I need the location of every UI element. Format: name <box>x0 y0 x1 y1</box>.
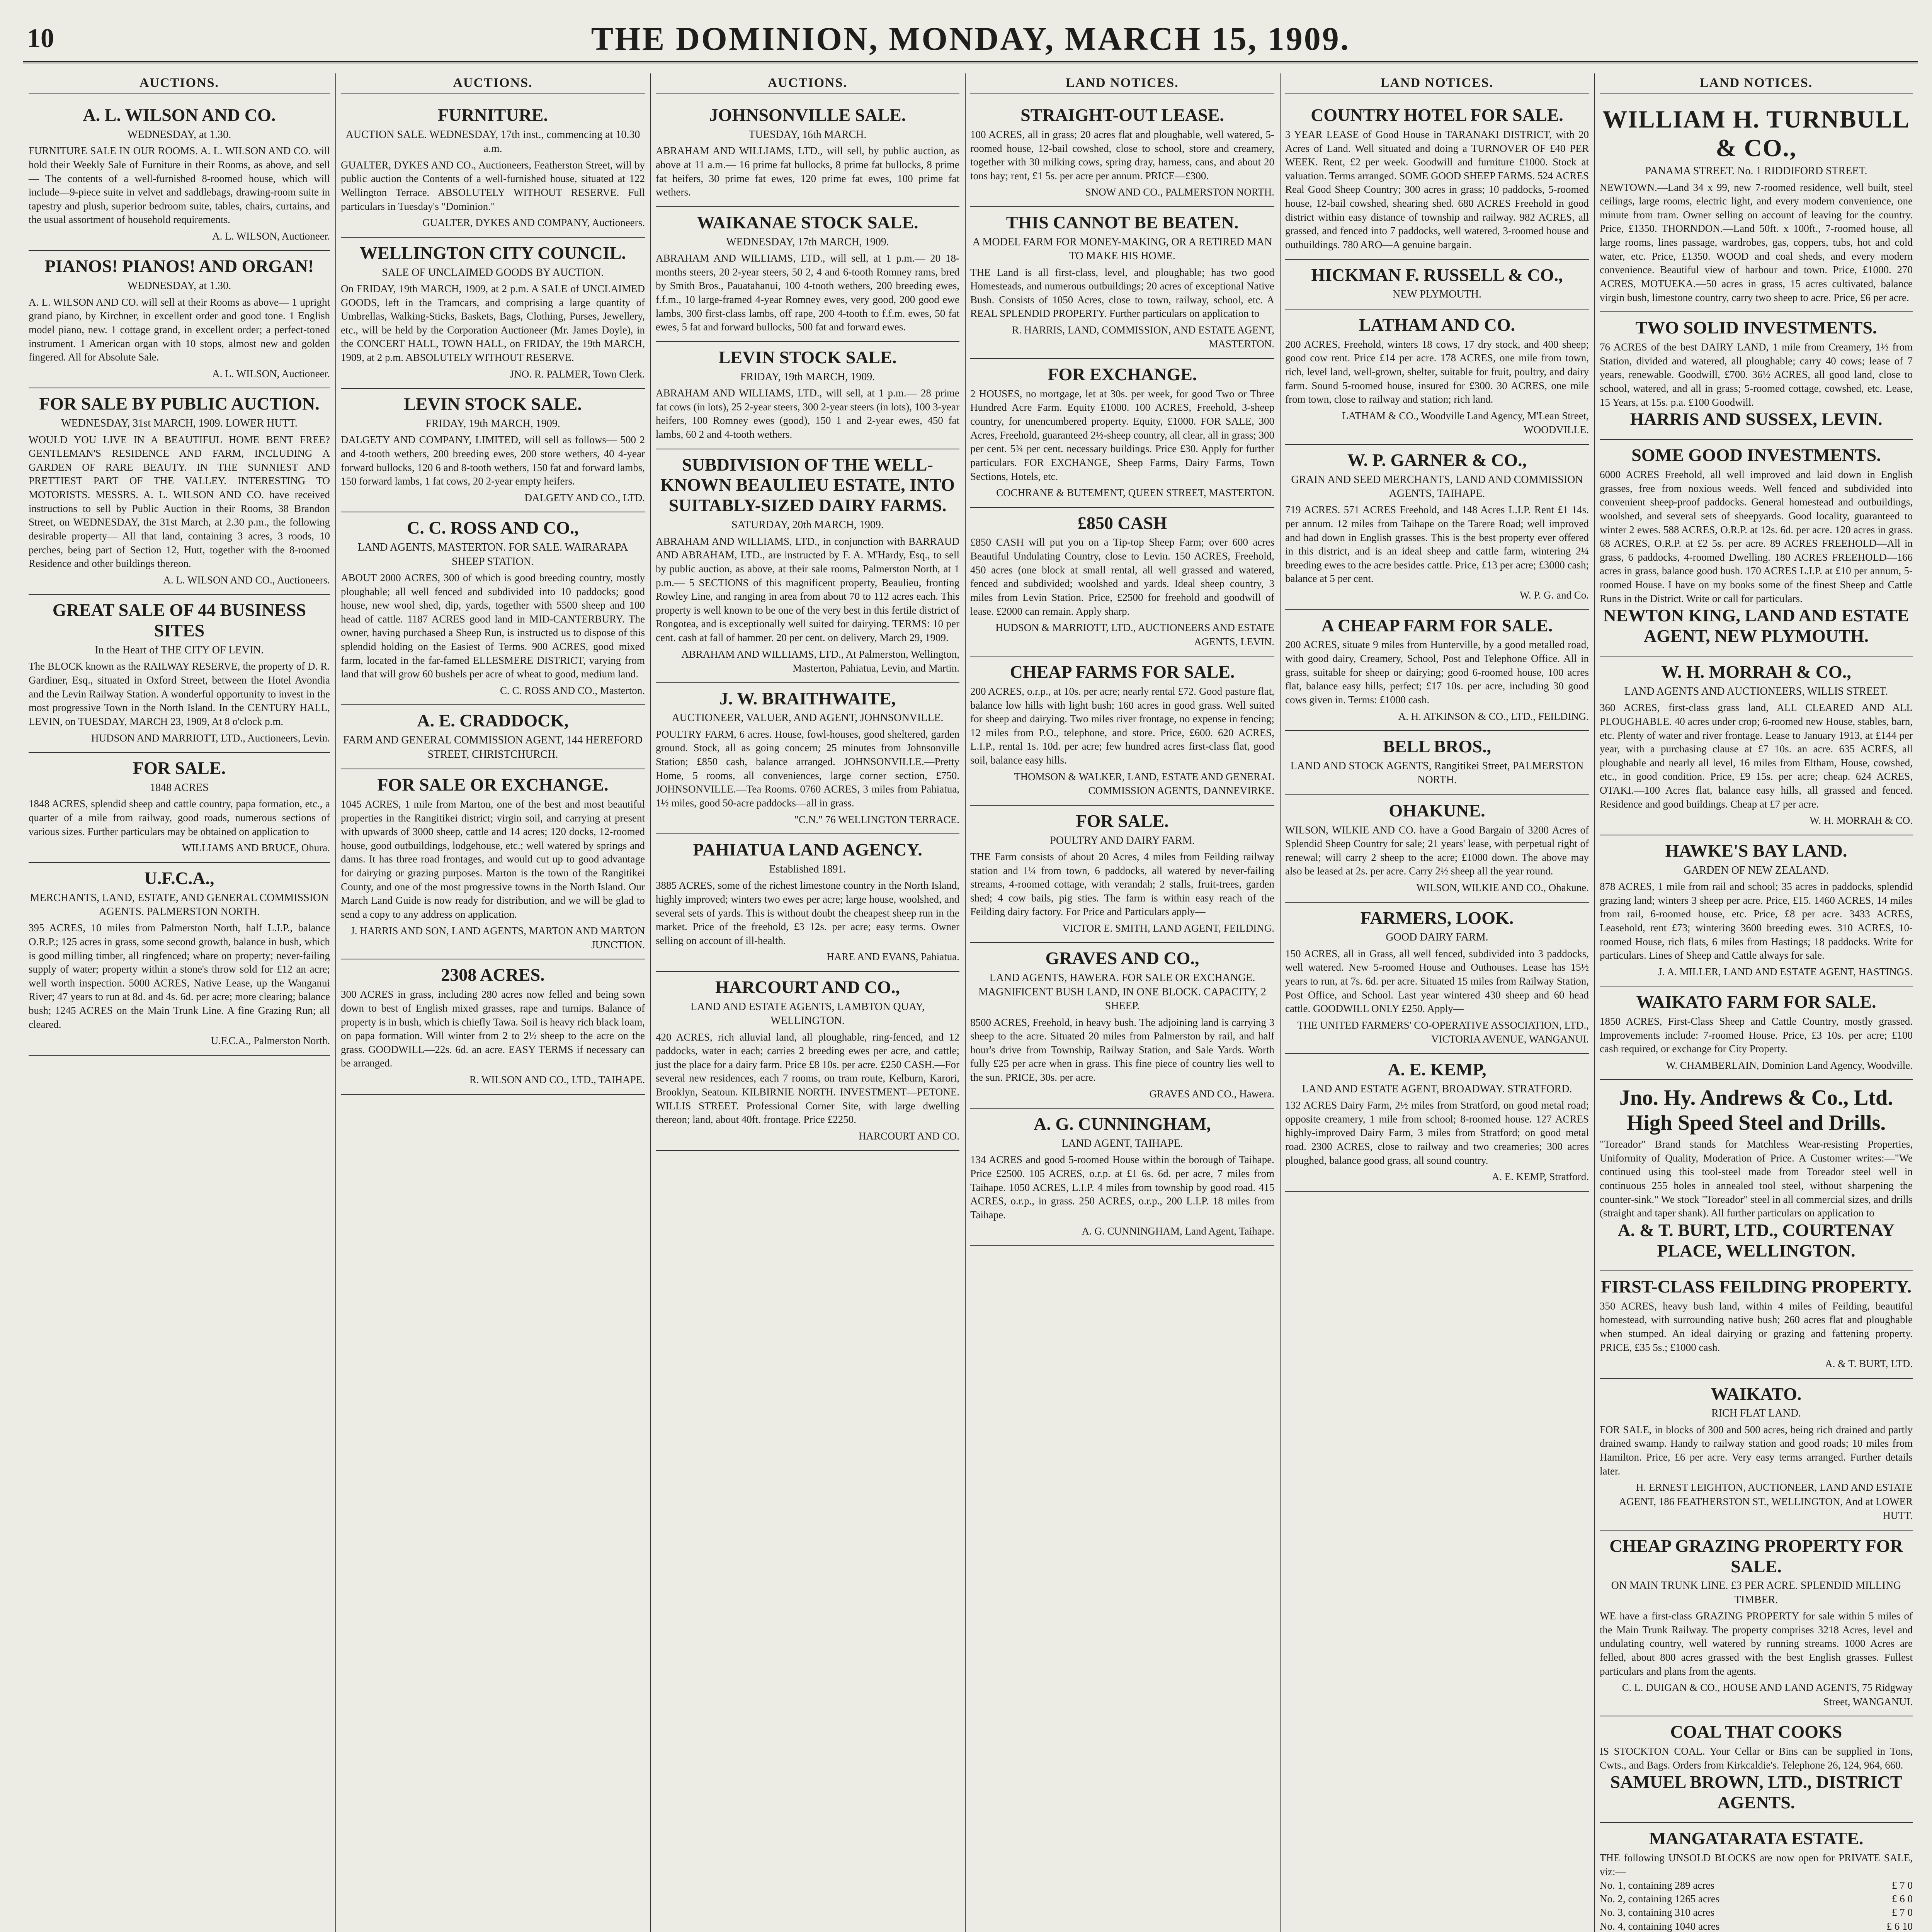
ad-steel <box>1600 1080 1913 1271</box>
ad-title: WELLINGTON CITY COUNCIL. <box>360 243 626 263</box>
ad-signature: R. WILSON AND CO., LTD., TAIHAPE. <box>469 1074 645 1086</box>
ad-signature: H. ERNEST LEIGHTON, AUCTIONEER, LAND AND ESTATE AGENT, 186 FEATHERSTON ST., WELLINGTON, And at LOWER HUTT. <box>1619 1481 1913 1522</box>
ad-signature: A. H. ATKINSON & CO., LTD., FEILDING. <box>1398 710 1589 722</box>
ad-subtitle: A MODEL FARM FOR MONEY-MAKING, OR A RETIRED MAN TO MAKE HIS HOME. <box>972 236 1272 262</box>
ad-title: OHAKUNE. <box>1389 800 1485 820</box>
ad-block <box>341 238 645 389</box>
ad-block <box>29 595 330 753</box>
ad-signature: JNO. R. PALMER, Town Clerk. <box>510 368 645 380</box>
ad-block <box>970 207 1274 359</box>
ad-subtitle: AUCTION SALE. WEDNESDAY, 17th inst., commencing at 10.30 a.m. <box>345 128 640 155</box>
ad-block <box>341 389 645 512</box>
ad-block <box>970 359 1274 508</box>
ad-block <box>970 508 1274 657</box>
ad-signature: C. C. ROSS AND CO., Masterton. <box>500 684 645 696</box>
ad-body: IS STOCKTON COAL. Your Cellar or Bins can be supplied in Tons, Cwts., and Bags. Orders from Kirkcaldie's. Telephone 26, 124, 964, 660. <box>1600 1745 1913 1771</box>
ad-coal-that-cooks <box>1600 1716 1913 1823</box>
ad-subtitle: GRAIN AND SEED MERCHANTS, LAND AND COMMISSION AGENTS, TAIHAPE. <box>1291 473 1583 500</box>
ad-signature: J. A. MILLER, LAND AND ESTATE AGENT, HASTINGS. <box>1658 966 1913 978</box>
ad-subtitle: WEDNESDAY, 31st MARCH, 1909. LOWER HUTT. <box>61 417 298 430</box>
block-name: No. 1, containing 289 acres <box>1600 1879 1714 1891</box>
ad-signature: SAMUEL BROWN, LTD., DISTRICT AGENTS. <box>1610 1772 1902 1813</box>
block-price: £ 6 10 <box>1886 1920 1913 1932</box>
ad-body: 132 ACRES Dairy Farm, 2½ miles from Stratford, on good metal road; opposite creamery, 1 mile from school; 8-roomed house. 127 ACRES highly-improved Dairy Farm, 3 miles from Stratford; on good metal road. 2300 ACRES, close to railway and two creameries; 300 acres ploughed, balance good grass, all sound country. <box>1285 1099 1589 1166</box>
ad-some-good <box>1600 440 1913 656</box>
ad-title: BELL BROS., <box>1383 736 1491 756</box>
block-name: No. 4, containing 1040 acres <box>1600 1920 1720 1932</box>
ad-signature: "C.N." 76 WELLINGTON TERRACE. <box>794 813 959 825</box>
ad-title: W. P. GARNER & CO., <box>1347 450 1527 470</box>
ad-title: WAIKANAE STOCK SALE. <box>697 212 918 232</box>
ad-title: LATHAM AND CO. <box>1359 315 1515 335</box>
ad-title: FOR SALE OR EXCHANGE. <box>377 775 609 795</box>
ad-block <box>656 834 959 972</box>
ad-body: 100 ACRES, all in grass; 20 acres flat and ploughable, well watered, 5-roomed house, 12-bail cowshed, close to school, store and creamery, together with 30 milking cows, spring dray, harness, cans, and about 20 tons hay; rent, £1 5s. per acre per annum. PRICE—£300. <box>970 128 1274 182</box>
block-price: £ 7 0 <box>1892 1906 1913 1918</box>
ad-signature: A. L. WILSON, Auctioneer. <box>212 367 330 379</box>
ad-signature: HARE AND EVANS, Pahiatua. <box>827 951 959 963</box>
ad-body: 200 ACRES, situate 9 miles from Hunterville, by a good metalled road, with good dairy, Creamery, School, Post and Telephone Office. All in grass, suitable for sheep or dairying; good 6-roomed house, 100 acres flat, balance easy hills, perfect; £17 10s. per acre, including 30 good cows given in. Terms: £1000 cash. <box>1285 639 1589 706</box>
ad-signature: HARCOURT AND CO. <box>858 1130 959 1142</box>
ad-list <box>970 100 1274 1246</box>
ad-title: WAIKATO. <box>1711 1384 1802 1404</box>
ad-title: GRAVES AND CO., <box>1045 948 1199 968</box>
ad-body: 6000 ACRES Freehold, all well improved and laid down in English grasses, free from noxious weeds. Well fenced and subdivided into convenient sheep-proof paddocks. General homestead and outbuildings, woolshed, and several sets of sheepyards. Good locality, guaranteed to winter 2 ewes. 588 ACRES, O.R.P. at 12s. 6d. per acre. 120 acres in grass. 68 ACRES, O.R.P. at £2 5s. per acre. 89 ACRES FREEHOLD—All in grass, 6 paddocks, 4-roomed Dwelling. 180 ACRES FREEHOLD—166 acres in grass, balance good bush. 170 ACRES L.I.P. at £10 per annum, 5-roomed House. I have on my books some of the finest Sheep and Cattle Runs in the District. Write or call for particulars. <box>1600 469 1913 604</box>
ad-body: 8500 ACRES, Freehold, in heavy bush. The adjoining land is carrying 3 sheep to the acre. Situated 20 miles from Palmerston by rail, and half hour's drive from Township, Railway Station, and Sale Yards. Worth fully £25 per acre when in grass. This fine piece of country lies well to the sun. PRICE, 30s. per acre. <box>970 1016 1274 1083</box>
ad-title: A. G. CUNNINGHAM, <box>1034 1114 1211 1134</box>
ad-block <box>1285 795 1589 903</box>
column-6 <box>1594 73 1918 1932</box>
ad-body: 719 ACRES. 571 ACRES Freehold, and 148 Acres L.I.P. Rent £1 14s. per annum. 12 miles from Taihape on the Tarere Road; well improved and had down in English grasses. This is the best property ever offered in this district, and is an ideal sheep and cattle farm, wintering 2¼ breeding ewes to the acre besides cattle. Price, £13 per acre; £3000 cash; balance at 5 per cent. <box>1285 504 1589 585</box>
ad-title: FARMERS, LOOK. <box>1360 908 1514 928</box>
ad-block <box>970 656 1274 806</box>
column-head: LAND NOTICES. <box>1285 73 1589 94</box>
ad-title: LEVIN STOCK SALE. <box>718 347 897 367</box>
ad-subtitle: LAND AGENTS, HAWERA. FOR SALE OR EXCHANGE. MAGNIFICENT BUSH LAND, IN ONE BLOCK. CAPACITY, 2 SHEEP. <box>978 972 1266 1012</box>
ad-body: ABRAHAM AND WILLIAMS, LTD., will sell, at 1 p.m.— 20 18-months steers, 20 2-year steers, 50 2, 4 and 6-tooth Romney rams, bred by Smith Bros., Pauatahanui, 100 4-tooth wethers, 200 breeding ewes, f.f.m., 10 large-framed 4-year Romney ewes, very good, 200 good ewe lambs, 300 first-class lambs, off rape, 200 4-tooth to f.f.m. ewes, 50 fat ewes, 5 fat and forward bullocks, 500 fat and forward ewes. <box>656 252 959 333</box>
ad-title: A. E. CRADDOCK, <box>417 711 569 731</box>
ad-block <box>656 972 959 1151</box>
ad-body: FURNITURE SALE IN OUR ROOMS. A. L. WILSON AND CO. will hold their Weekly Sale of Furniture in their Rooms, as above, and sell— The contents of a well-furnished 8-roomed house, which will include—9-piece suite in velvet and saddlebags, drawing-room suite in tapestry and plush, superior bedroom suite, tables, chairs, curtains, and the usual assortment of household requirements. <box>29 145 330 226</box>
ad-signature: GUALTER, DYKES AND COMPANY, Auctioneers. <box>422 217 645 229</box>
ad-cheap-grazing <box>1600 1531 1913 1717</box>
ad-list <box>341 100 645 1095</box>
column-head: AUCTIONS. <box>656 73 959 94</box>
ad-body: 300 ACRES in grass, including 280 acres now felled and being sown down to best of English mixed grasses, rape and turnips. Balance of property is in bush, which is chiefly Tawa. Soil is heavy rich black loam, on papa formation. Will winter from 2 to 2½ sheep to the acre on the grass. GOODWILL—22s. 6d. an acre. EASY TERMS if necessary can be arranged. <box>341 988 645 1069</box>
ad-title: J. W. BRAITHWAITE, <box>719 688 896 708</box>
ad-body: GUALTER, DYKES AND CO., Auctioneers, Featherston Street, will by public auction the Contents of a well-furnished house, situated at 122 Wellington Terrace. ABSOLUTELY WITHOUT RESERVE. Full particulars in Tuesday's "Dominion." <box>341 159 645 212</box>
ad-title: U.F.C.A., <box>144 868 214 888</box>
ad-subtitle: SATURDAY, 20th MARCH, 1909. <box>731 519 884 531</box>
ad-signature: A. L. WILSON AND CO., Auctioneers. <box>163 574 330 586</box>
ad-body: 1850 ACRES, First-Class Sheep and Cattle Country, mostly grassed. Improvements include: 7-roomed House. Price, £3 10s. per acre; £100 cash required, or exchange for City Property. <box>1600 1015 1913 1055</box>
ad-title: PAHIATUA LAND AGENCY. <box>693 840 922 859</box>
ad-body: NEWTOWN.—Land 34 x 99, new 7-roomed residence, well built, steel ceilings, large rooms, electric light, and every modern convenience, one minute from tram. Owner selling on account of leaving for the country. Price, £1350. THORNDON.—Land 50ft. x 100ft., 7-roomed house, all large rooms, lines passage, wardrobes, gas, coppers, tubs, hot and cold water, etc. Price, £1350. WOOD and coal sheds, and every modern convenience. Beautiful view of harbour and town. Price, £1000. 270 ACRES, MOTUEKA.—50 acres in grass, 15 acres cultivated, balance virgin bush, limestone country, carry two sheep to acre. Price, £6 per acre. <box>1600 181 1913 303</box>
ad-signature: THE UNITED FARMERS' CO-OPERATIVE ASSOCIATION, LTD., VICTORIA AVENUE, WANGANUI. <box>1297 1019 1589 1045</box>
ad-subtitle: LAND AGENT, TAIHAPE. <box>1061 1137 1183 1150</box>
ad-subtitle: LAND AND ESTATE AGENT, BROADWAY. STRATFORD. <box>1302 1083 1572 1095</box>
ad-block <box>341 705 645 769</box>
newspaper-page <box>23 15 1918 1932</box>
ad-signature: A. L. WILSON, Auctioneer. <box>212 230 330 242</box>
ad-subtitle: LAND AGENTS AND AUCTIONEERS, WILLIS STREET. <box>1624 685 1888 697</box>
ad-block <box>1285 903 1589 1054</box>
ad-body: WE have a first-class GRAZING PROPERTY for sale within 5 miles of the Main Trunk Railway. The property comprises 3218 Acres, level and undulating country, well watered by running streams. 1000 Acres are felled, about 800 acres grassed with the best English grasses. Fullest particulars and plans from the agents. <box>1600 1610 1913 1677</box>
ad-subtitle: FRIDAY, 19th MARCH, 1909. <box>740 371 875 383</box>
ad-signature: A. G. CUNNINGHAM, Land Agent, Taihape. <box>1082 1225 1274 1237</box>
ad-subtitle: GARDEN OF NEW ZEALAND. <box>1684 864 1829 876</box>
ad-signature: COCHRANE & BUTEMENT, QUEEN STREET, MASTERTON. <box>996 487 1274 499</box>
ad-body: ABRAHAM AND WILLIAMS, LTD., in conjunction with BARRAUD AND ABRAHAM, LTD., are instructed by F. A. M'Hardy, Esq., to sell by public auction, as above, at their sale rooms, Palmerston North, at 1 p.m.— 5 SECTIONS of this magnificent property, Beaulieu, fronting Rowley Line, and ranging in area from about 70 to 112 acres each. This property is well known to be one of the very best in this fertile district of Rongotea, and is exceptionally well suited for dairying. TERMS: 10 per cent. cash at fall of hammer. 20 per cent. on delivery, March 29, 1909. <box>656 535 959 644</box>
ad-subtitle: 1848 ACRES <box>150 781 209 794</box>
column-3 <box>650 73 965 1932</box>
ad-block <box>1285 1054 1589 1192</box>
ad-title: GREAT SALE OF 44 BUSINESS SITES <box>52 600 306 641</box>
ad-title: HAWKE'S BAY LAND. <box>1665 840 1847 861</box>
ad-hawkes-bay <box>1600 835 1913 986</box>
column-head: LAND NOTICES. <box>970 73 1274 94</box>
ad-subtitle: GOOD DAIRY FARM. <box>1386 931 1488 944</box>
ad-title: SOME GOOD INVESTMENTS. <box>1631 445 1881 465</box>
ad-block <box>1285 310 1589 445</box>
ad-block <box>341 959 645 1094</box>
ad-subtitle: LAND AGENTS, MASTERTON. FOR SALE. WAIRARAPA SHEEP STATION. <box>357 541 628 568</box>
ad-signature: LATHAM & CO., Woodville Land Agency, M'Lean Street, WOODVILLE. <box>1342 410 1589 436</box>
ad-block <box>1285 100 1589 260</box>
ad-subtitle: POULTRY AND DAIRY FARM. <box>1050 834 1195 847</box>
ad-block <box>970 943 1274 1109</box>
column-head: AUCTIONS. <box>341 73 645 94</box>
ad-block <box>970 100 1274 207</box>
ad-list <box>1285 100 1589 1192</box>
ad-signature: A. & T. BURT, LTD., COURTENAY PLACE, WELLINGTON. <box>1617 1220 1895 1260</box>
ad-title: JOHNSONVILLE SALE. <box>709 105 906 125</box>
ad-body: 420 ACRES, rich alluvial land, all ploughable, ring-fenced, and 12 paddocks, water in each; carries 2 breeding ewes per acre, and cattle; just the place for a dairy farm. Price £8 10s. per acre. £250 CASH.—For several new residences, each 7 rooms, on tram route, Kelburn, Karori, Brooklyn, Seatoun. KILBIRNIE NORTH. INVESTMENT—PETONE. WILLIS STREET. Professional Corner Site, with large dwelling thereon; land, about 40ft. frontage. Price £2250. <box>656 1031 959 1126</box>
ad-title: WAIKATO FARM FOR SALE. <box>1636 992 1876 1012</box>
ad-title: SUBDIVISION OF THE WELL-KNOWN BEAULIEU ESTATE, INTO SUITABLY-SIZED DAIRY FARMS. <box>660 454 955 515</box>
column-5 <box>1280 73 1594 1932</box>
ad-body: ABRAHAM AND WILLIAMS, LTD., will sell, at 1 p.m.— 28 prime fat cows (in lots), 25 2-year steers, 300 2-year steers (in lots), 100 3-year heifers, 100 Romney ewes (good), 150 1 and 2-year ewes, 450 fat lambs, 60 2 and 4-tooth wethers. <box>656 387 959 440</box>
ad-signature: WILSON, WILKIE AND CO., Ohakune. <box>1416 882 1589 894</box>
ad-body: A. L. WILSON AND CO. will sell at their Rooms as above— 1 upright grand piano, by Kirchner, in excellent order and good tone. 1 English model piano, new. 1 cottage grand, in excellent order; a perfect-toned instrument. 1 American organ with 10 stops, almost new and golden fingered. All for Absolute Sale. <box>29 296 330 363</box>
steel-product: High Speed Steel and Drills. <box>1626 1111 1886 1135</box>
ad-body: On FRIDAY, 19th MARCH, 1909, at 2 p.m. A SALE of UNCLAIMED GOODS, left in the Tramcars, and comprising a large quantity of Umbrellas, Walking-Sticks, Baskets, Bags, Clothing, Purses, Jewellery, etc., will be held by the Corporation Auctioneer (Mr. James Doyle), in the CONCERT HALL, TOWN HALL, on FRIDAY, the 19th MARCH, 1909, at 2 p.m. ABSOLUTELY WITHOUT RESERVE. <box>341 282 645 364</box>
ad-title: STRAIGHT-OUT LEASE. <box>1020 105 1224 125</box>
ad-body: The BLOCK known as the RAILWAY RESERVE, the property of D. R. Gardiner, Esq., situated in Oxford Street, between the Hotel Avondia and the Levin Railway Station. A wonderful opportunity to invest in the most progressive Town in the North Island. In the CENTURY HALL, LEVIN, on TUESDAY, MARCH 23, 1909, At 8 o'clock p.m. <box>29 660 330 727</box>
ad-signature: A. & T. BURT, LTD. <box>1825 1358 1913 1370</box>
ad-title: FIRST-CLASS FEILDING PROPERTY. <box>1600 1276 1912 1296</box>
block-price: £ 7 0 <box>1892 1879 1913 1891</box>
ad-subtitle: Established 1891. <box>769 863 846 875</box>
ad-signature: ABRAHAM AND WILLIAMS, LTD., At Palmerston, Wellington, Masterton, Pahiatua, Levin, and Martin. <box>681 648 959 674</box>
ad-title: C. C. ROSS AND CO., <box>407 518 579 538</box>
ad-body: 360 ACRES, first-class grass land, ALL CLEARED AND ALL PLOUGHABLE. 40 acres under crop; 6-roomed new House, stables, barn, etc. Plenty of water and river frontage. Lease to January 1913, at £144 per year, with a purchasing clause at £7 10s. an acre. 635 ACRES, all ploughable and nearly all level, 16 miles from Eltham, House, cowshed, etc., in good condition. Price, £9 15s. per acre; cheap. 624 ACRES, OTAKI.—100 Acres flat, balance easy hills, all grassed and fenced. Residence and good buildings. Cheap at £7 per acre. <box>1600 702 1913 810</box>
block-list <box>1600 1879 1913 1932</box>
ad-two-solid <box>1600 312 1913 440</box>
ad-subtitle: ON MAIN TRUNK LINE. £3 PER ACRE. SPLENDID MILLING TIMBER. <box>1611 1580 1901 1606</box>
ad-title: MANGATARATA ESTATE. <box>1649 1828 1864 1849</box>
ad-body: POULTRY FARM, 6 acres. House, fowl-houses, good sheltered, garden ground. Stock, all as going concern; 25 minutes from Johnsonville Station; £850 cash, balance arranged. JOHNSONVILLE.—Pretty Home, 5 rooms, all conveniences, large corner section, £750. JOHNSONVILLE.—Tea Rooms. 0760 ACRES, 3 miles from Pahiatua, 1½ miles, good 50-acre paddocks—all in grass. <box>656 728 959 809</box>
ad-block <box>656 449 959 683</box>
ad-title: THIS CANNOT BE BEATEN. <box>1006 212 1239 232</box>
ad-title: CHEAP GRAZING PROPERTY FOR SALE. <box>1609 1536 1903 1576</box>
steel-company: Jno. Hy. Andrews & Co., Ltd. <box>1619 1086 1893 1110</box>
ad-signature: SNOW AND CO., PALMERSTON NORTH. <box>1085 186 1274 198</box>
ad-title: HICKMAN F. RUSSELL & CO., <box>1311 265 1563 285</box>
ad-signature: VICTOR E. SMITH, LAND AGENT, FEILDING. <box>1062 922 1274 934</box>
ad-list <box>29 100 330 1056</box>
ad-title: A. E. KEMP, <box>1388 1059 1486 1079</box>
ad-body: 350 ACRES, heavy bush land, within 4 miles of Feilding, beautiful homestead, with surrounding native bush; 260 acres flat and ploughable when stumped. An ideal dairying or grazing and fattening property. PRICE, £35 5s.; £1000 cash. <box>1600 1300 1913 1353</box>
ad-signature: R. HARRIS, LAND, COMMISSION, AND ESTATE AGENT, MASTERTON. <box>1012 324 1274 350</box>
ad-block <box>29 863 330 1056</box>
ad-signature: HUDSON AND MARRIOTT, LTD., Auctioneers, Levin. <box>91 732 330 744</box>
ad-title: FOR SALE BY PUBLIC AUCTION. <box>39 394 320 414</box>
ad-subtitle: In the Heart of THE CITY OF LEVIN. <box>95 644 264 656</box>
ad-subtitle: FRIDAY, 19th MARCH, 1909. <box>425 417 560 430</box>
block-row <box>1600 1892 1913 1906</box>
ad-title: COUNTRY HOTEL FOR SALE. <box>1311 105 1563 125</box>
ad-waikato-farm <box>1600 986 1913 1080</box>
ad-body: 878 ACRES, 1 mile from rail and school; 35 acres in paddocks, splendid grazing land; winters 3 sheep per acre. Price, £15. 1460 ACRES, 14 miles from rail, 6-roomed house, etc. Price, £8 per acre. 3433 ACRES, Leasehold, rent £73; wintering 3600 breeding ewes. 310 ACRES, 10-roomed House, rich flats, 6 miles from Hastings; 18 paddocks. Write for particulars. Lines of Sheep and Cattle always for sale. <box>1600 881 1913 961</box>
ad-body: THE Farm consists of about 20 Acres, 4 miles from Feilding railway station and 1¼ from town, 6 paddocks, all watered by never-failing streams, 4-roomed cottage, with verandah; 2 stalls, fruit-trees, garden shed; 4 cow bails, pig sties. The farm is within easy reach of the Feilding dairy factory. For Price and Particulars apply— <box>970 850 1274 918</box>
ad-title: LEVIN STOCK SALE. <box>404 394 582 414</box>
ad-body: 395 ACRES, 10 miles from Palmerston North, half L.I.P., balance O.R.P.; 125 acres in grass, some second growth, balance in bush, which is good milling timber, all ringfenced; whare on property; never-failing supply of water; property within a stone's throw sold for £12 an acre; well worth inspection. 5000 ACRES, Native Lease, up the Wanganui River; 47 years to run at 8d. and 4s. 6d. per acre; more clearing; balance bush; 1245 ACRES on the Main Trunk Line. A fine Grazing Run; all cleared. <box>29 922 330 1030</box>
ad-body: 200 ACRES, o.r.p., at 10s. per acre; nearly rental £72. Good pasture flat, balance low hills with light bush; 160 acres in good grass. Well suited for sheep and dairying. Two miles river frontage, no expense in fencing; 12 miles from P.O., telephone, and store. Price, £600. 620 ACRES, L.I.P., rental 1s. 10d. per acre; few hundred acres first-class flat, good soil, balance easy hills. <box>970 685 1274 766</box>
ad-signature: W. P. G. and Co. <box>1519 589 1589 601</box>
ad-block <box>29 251 330 388</box>
ad-signature: DALGETY AND CO., LTD. <box>524 492 645 503</box>
ad-title: FOR EXCHANGE. <box>1048 364 1197 384</box>
ad-block <box>29 388 330 595</box>
ad-body: WOULD YOU LIVE IN A BEAUTIFUL HOME BENT FREE? GENTLEMAN'S RESIDENCE AND FARM, INCLUDING A GARDEN OF RARE BEAUTY. IN THE SUNNIEST AND PRETTIEST PART OF THE VALLEY. INTERESTING TO MOTORISTS. MESSRS. A. L. WILSON AND CO. have received instructions to sell by Public Auction in their Rooms, 38 Brandon Street, on WEDNESDAY, the 31st March, at 2.30 p.m., the following desirable property— All that land, containing 3 acres, 3 roods, 10 perches, being part of Section 12, Hutt, together with the 8-roomed Residence and other buildings thereon. <box>29 434 330 570</box>
column-4 <box>965 73 1280 1932</box>
ad-subtitle: TUESDAY, 16th MARCH. <box>748 128 867 141</box>
ad-title: W. H. MORRAH & CO., <box>1661 662 1851 682</box>
ad-title: CHEAP FARMS FOR SALE. <box>1010 662 1235 682</box>
ad-subtitle: LAND AND ESTATE AGENTS, LAMBTON QUAY, WELLINGTON. <box>690 1000 925 1027</box>
block-price: £ 6 0 <box>1892 1893 1913 1905</box>
ad-body: DALGETY AND COMPANY, LIMITED, will sell as follows— 500 2 and 4-tooth wethers, 200 breeding ewes, 200 store wethers, 40 4-year forward bullocks, 120 6 and 8-tooth wethers, 150 fat and forward lambs, 150 forward lambs, 1 fat cows, 20 2-year empty heifers. <box>341 434 645 487</box>
ad-body: "Toreador" Brand stands for Matchless Wear-resisting Properties, Uniformity of Quality, Moderation of Price. A Customer writes:—"We continued using this tool-steel made from Toreador steel well in continuous 255 holes in annealed tool steel, without sharpening the counter-sink." We stock "Toreador" steel in all commercial sizes, and drills (straight and taper shank). All further particulars on application to <box>1600 1138 1913 1219</box>
ad-signature: W. H. MORRAH & CO. <box>1810 815 1913 827</box>
ad-signature: THOMSON & WALKER, LAND, ESTATE AND GENERAL COMMISSION AGENTS, DANNEVIRKE. <box>1014 770 1274 797</box>
ad-block <box>341 769 645 959</box>
column-head: AUCTIONS. <box>29 73 330 94</box>
ad-body: THE following UNSOLD BLOCKS are now open for PRIVATE SALE, viz:— <box>1600 1852 1913 1878</box>
block-name: No. 3, containing 310 acres <box>1600 1906 1714 1918</box>
ad-title: TWO SOLID INVESTMENTS. <box>1635 318 1877 338</box>
ad-list <box>656 100 959 1151</box>
ad-subtitle: WEDNESDAY, 17th MARCH, 1909. <box>726 236 889 248</box>
ad-block <box>341 100 645 238</box>
ad-body: 150 ACRES, all in Grass, all well fenced, subdivided into 3 paddocks, well watered. New 5-roomed House and Outhouses. Lease has 15½ years to run, at 7s. 6d. per acre. Situated 15 miles from Railway Station, Post Office, and School. Last year wintered 430 sheep and 60 head cattle. GOODWILL ONLY £250. Apply— <box>1285 947 1589 1015</box>
ad-morrah <box>1600 656 1913 835</box>
ad-subtitle: MERCHANTS, LAND, ESTATE, AND GENERAL COMMISSION AGENTS. PALMERSTON NORTH. <box>30 891 329 918</box>
ad-title: PIANOS! PIANOS! AND ORGAN! <box>44 256 314 276</box>
ad-title: HARCOURT AND CO., <box>715 977 900 997</box>
ad-title: A. L. WILSON AND CO. <box>83 105 276 125</box>
ad-subtitle: WEDNESDAY, at 1.30. <box>127 128 231 141</box>
masthead <box>23 15 1918 62</box>
ad-body: ABOUT 2000 ACRES, 300 of which is good breeding country, mostly ploughable; all well fenced and subdivided into 10 paddocks; good house, new wool shed, dip, yards, together with 5500 sheep and 100 head of cattle. 1187 ACRES good land in MID-CANTERBURY. The owner, having purchased a Sheep Run, is instructed us to dispose of this splendid holding on the Easiest of Terms. 900 ACRES, good mixed farm, located in the far-famed ELLESMERE DISTRICT, varying from land that will grow 60 bushels per acre of wheat to good, medium land. <box>341 571 645 680</box>
ad-body: WILSON, WILKIE AND CO. have a Good Bargain of 3200 Acres of Splendid Sheep Country for sale; 21 years' lease, with perpetual right of renewal; will carry 2 sheep to the acre; £1000 down. The above may also be leased at 2s. per acre. Carry 2½ sheep all the year round. <box>1285 824 1589 877</box>
block-row <box>1600 1906 1913 1919</box>
ad-waikato-flat <box>1600 1379 1913 1531</box>
ad-turnbull <box>1600 100 1913 312</box>
ad-block <box>1285 260 1589 310</box>
ad-signature: GRAVES AND CO., Hawera. <box>1149 1088 1274 1100</box>
ad-body: ABRAHAM AND WILLIAMS, LTD., will sell, by public auction, as above at 11 a.m.— 16 prime fat bullocks, 8 prime fat bullocks, 8 prime fat heifers, 30 prime fat ewes, 120 prime fat ewes, 100 prime fat wethers. <box>656 145 959 198</box>
ad-body: £850 CASH will put you on a Tip-top Sheep Farm; over 600 acres Beautiful Undulating Country, close to Levin. 150 ACRES, Freehold, 450 acres (one block at small rental, all well grassed and watered, fenced and subdivided; woolshed and yards. Ideal sheep country, 3 miles from Levin Station. Price, £2500 for freehold and goodwill of lease. £2000 can remain. Apply sharp. <box>970 536 1274 617</box>
block-row <box>1600 1879 1913 1892</box>
page-number: 10 <box>27 24 54 53</box>
ad-title: FOR SALE. <box>1076 811 1169 831</box>
column-head: LAND NOTICES. <box>1600 73 1913 94</box>
ad-body: 1848 ACRES, splendid sheep and cattle country, papa formation, etc., a quarter of a mile from railway, good roads, numerous sections of various sizes. Further particulars may be obtained on application to <box>29 798 330 837</box>
ad-body: 134 ACRES and good 5-roomed House within the borough of Taihape. Price £2500. 105 ACRES, o.r.p. at £1 6s. 6d. per acre, 7 miles from Taihape. 1050 ACRES, L.I.P. 4 miles from township by good road. 415 ACRES, o.r.p., in grass. 250 ACRES, o.r.p., 200 L.I.P. 18 miles from Taihape. <box>970 1154 1274 1221</box>
ad-signature: HUDSON & MARRIOTT, LTD., AUCTIONEERS AND ESTATE AGENTS, LEVIN. <box>995 622 1274 648</box>
ad-subtitle: WEDNESDAY, at 1.30. <box>127 280 231 292</box>
ad-body: FOR SALE, in blocks of 300 and 500 acres, being rich drained and partly drained swamp. Handy to railway station and good roads; 10 miles from Hamilton. Price, £6 per acre. Very easy terms arranged. Further details later. <box>1600 1423 1913 1477</box>
ad-body: 3 YEAR LEASE of Good House in TARANAKI DISTRICT, with 20 Acres of Land. Well situated and doing a TURNOVER OF £40 PER WEEK. Rent, £2 per week. Goodwill and furniture £1000. Stock at valuation. Terms arranged. SOME GOOD SHEEP FARMS. 524 ACRES Real Good Sheep Country; 300 acres in grass; 10 paddocks, 5-roomed house, 12-bail cowshed, shearing shed. 680 ACRES Freehold in good district within easy distance of township and railway. 982 ACRES, all grassed, and fenced into 7 paddocks, well watered, 3-roomed house and outbuildings. 780 ARO—A genuine bargain. <box>1285 128 1589 250</box>
ad-block <box>656 207 959 342</box>
ad-mangatarata <box>1600 1823 1913 1932</box>
ad-subtitle: NEW PLYMOUTH. <box>1392 288 1481 301</box>
ad-block <box>656 342 959 449</box>
ad-title: 2308 ACRES. <box>441 965 545 985</box>
ad-body: 2 HOUSES, no mortgage, let at 30s. per week, for good Two or Three Hundred Acre Farm. Equity £1000. 100 ACRES, Freehold, 3-sheep country, for unencumbered property. Equity, £1000. FOR SALE, 300 Acres, Freehold, guaranteed 2½-sheep country, all clear, all in grass; 300 per cent. 5¾ per cent. necessary buildings. Price £30. Apply for further particulars. FOR EXCHANGE, Sheep Farms, Dairy Farms, Town Sections, Hotels, etc. <box>970 388 1274 482</box>
ad-title: WILLIAM H. TURNBULL & CO., <box>1602 105 1910 162</box>
ad-title: FURNITURE. <box>438 105 548 125</box>
block-name: No. 2, containing 1265 acres <box>1600 1893 1720 1905</box>
ad-block <box>1285 445 1589 610</box>
ad-subtitle: PANAMA STREET. No. 1 RIDDIFORD STREET. <box>1645 165 1867 177</box>
ad-block <box>970 1109 1274 1246</box>
ad-signature: NEWTON KING, LAND AND ESTATE AGENT, NEW PLYMOUTH. <box>1603 605 1909 646</box>
column-1 <box>23 73 335 1932</box>
ad-body: THE Land is all first-class, level, and ploughable; has two good Homesteads, and numerous outbuildings; 20 acres of exceptional Native Bush. Consists of 1050 Acres, close to town, railway, school, etc. A REAL SPLENDID PROPERTY. Further particulars on application to <box>970 266 1274 320</box>
ad-signature: HARRIS AND SUSSEX, LEVIN. <box>1630 409 1883 429</box>
ad-block <box>1285 610 1589 731</box>
ad-subtitle: AUCTIONEER, VALUER, AND AGENT, JOHNSONVILLE. <box>672 712 944 724</box>
ad-block <box>656 683 959 834</box>
ad-body: 3885 ACRES, some of the richest limestone country in the North Island, highly improved; winters two ewes per acre; large house, woolshed, and several sets of yards. This is without doubt the cheapest sheep run in the market. Price of the freehold, £3 12s. per acre; easy terms. Owner selling on account of ill-health. <box>656 879 959 946</box>
ad-body: 76 ACRES of the best DAIRY LAND, 1 mile from Creamery, 1½ from Station, divided and watered, all ploughable; carry 40 cows; lease of 7 years, renewable. Goodwill, £700. 36½ ACRES, all good land, close to school, watered, and all in grass; 5-roomed cottage, cowshed, etc. Lease, 15 Years, at 15s. p.a. £100 Goodwill. <box>1600 341 1913 408</box>
ad-signature: U.F.C.A., Palmerston North. <box>211 1035 330 1047</box>
ad-body: 200 ACRES, Freehold, winters 18 cows, 17 dry stock, and 400 sheep; good cow rent. Price £14 per acre. 178 ACRES, one mile from town, rich, level land, well-grown, shelter, suitable for fruit, poultry, and dairy farm. Sound 5-roomed house, insured for £300. 30 ACRES, one mile from town, close to railway and station; rich land. <box>1285 338 1589 405</box>
ad-signature: A. E. KEMP, Stratford. <box>1492 1171 1589 1183</box>
column-2 <box>335 73 650 1932</box>
ad-title: £850 CASH <box>1077 513 1167 533</box>
ad-subtitle: LAND AND STOCK AGENTS, Rangitikei Street, PALMERSTON NORTH. <box>1290 760 1584 786</box>
ad-signature: J. HARRIS AND SON, LAND AGENTS, MARTON AND MARTON JUNCTION. <box>350 925 645 951</box>
ad-block <box>29 753 330 863</box>
ad-title: A CHEAP FARM FOR SALE. <box>1321 615 1553 635</box>
ad-feilding <box>1600 1271 1913 1379</box>
ad-subtitle: RICH FLAT LAND. <box>1711 1407 1801 1420</box>
ad-subtitle: FARM AND GENERAL COMMISSION AGENT, 144 HEREFORD STREET, CHRISTCHURCH. <box>343 734 643 760</box>
ad-title: COAL THAT COOKS <box>1670 1722 1842 1742</box>
ad-block <box>341 512 645 705</box>
ad-title: FOR SALE. <box>133 758 226 778</box>
ad-body: 1045 ACRES, 1 mile from Marton, one of the best and most beautiful properties in the Rangitikei district; virgin soil, and carrying at present with upwards of 3000 sheep, cattle and 14 acres; 120 docks, 12-roomed house, good outbuildings, lodgehouse, etc.; well watered by springs and dams. It has three road frontages, and would cut up to good advantage for dairying or grazing purposes. Marton is the town of the Rangitikei County, and one of the most progressive towns in the North Island. Our March Land Guide is now ready for distribution, and we will be glad to send a copy to any address on application. <box>341 798 645 920</box>
newspaper-title: THE DOMINION, MONDAY, MARCH 15, 1909. <box>591 20 1350 57</box>
ad-signature: WILLIAMS AND BRUCE, Ohura. <box>182 842 330 854</box>
ad-block <box>656 100 959 207</box>
masthead-rule <box>23 61 1918 63</box>
ad-signature: W. CHAMBERLAIN, Dominion Land Agency, Woodville. <box>1666 1059 1913 1071</box>
ad-block <box>29 100 330 251</box>
ad-block <box>970 806 1274 943</box>
ad-block <box>1285 731 1589 795</box>
block-row <box>1600 1920 1913 1932</box>
ad-signature: C. L. DUIGAN & CO., HOUSE AND LAND AGENTS, 75 Ridgway Street, WANGANUI. <box>1622 1682 1913 1708</box>
ad-subtitle: SALE OF UNCLAIMED GOODS BY AUCTION. <box>382 266 604 279</box>
